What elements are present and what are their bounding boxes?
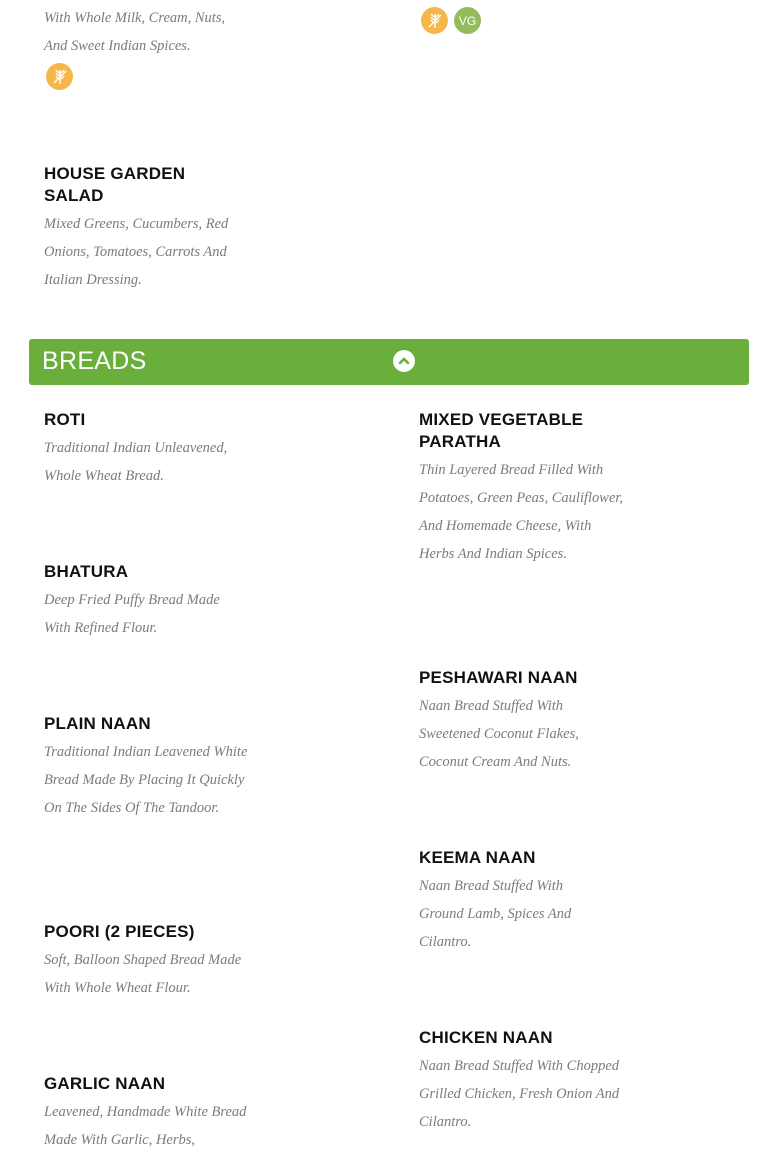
item-title: BHATURA (44, 562, 129, 581)
dietary-badges (46, 63, 73, 90)
menu-item (44, 713, 254, 822)
item-description: Traditional Indian Unleavened, Whole Wheat Bread. (44, 440, 228, 484)
dietary-badges (421, 7, 481, 34)
item-title: PLAIN NAAN (44, 714, 151, 733)
desc-line: With Whole Milk, Cream, Nuts, (44, 10, 226, 26)
section-header-breads[interactable] (29, 339, 749, 385)
item-description: Soft, Balloon Shaped Bread Made With Whole Wheat Flour. (44, 952, 242, 996)
menu-item (419, 1027, 624, 1136)
item-title: PESHAWARI NAAN (419, 668, 578, 687)
menu-item (419, 847, 599, 956)
item-title: KEEMA NAAN (419, 848, 536, 867)
item-description: Naan Bread Stuffed With Ground Lamb, Spices And Cilantro. (419, 878, 572, 950)
item-description: Deep Fried Puffy Bread Made With Refined Flour. (44, 592, 220, 636)
section-title: BREADS (42, 347, 147, 375)
item-title: CHICKEN NAAN (419, 1028, 553, 1047)
menu-item (44, 921, 254, 1002)
menu-item (44, 1073, 254, 1154)
menu-item (419, 667, 609, 776)
wheat-icon (421, 7, 448, 34)
item-title: GARLIC NAAN (44, 1074, 166, 1093)
menu-item (44, 163, 244, 294)
wheat-icon (46, 63, 73, 90)
menu-item (44, 561, 249, 642)
desc-line: And Sweet Indian Spices. (44, 38, 191, 54)
item-description: Mixed Greens, Cucumbers, Red Onions, Tomatoes, Carrots And Italian Dressing. (44, 216, 229, 288)
item-description: Naan Bread Stuffed With Sweetened Coconut Flakes, Coconut Cream And Nuts. (419, 698, 579, 770)
vegan-badge: VG (454, 7, 481, 34)
item-description: Leavened, Handmade White Bread Made With Garlic, Herbs, (44, 1104, 247, 1148)
item-description (44, 4, 254, 60)
chevron-up-icon[interactable] (393, 350, 415, 372)
menu-item (419, 409, 624, 568)
menu-item-partial-top-left (44, 4, 254, 60)
menu-item (44, 409, 249, 490)
item-title: ROTI (44, 410, 86, 429)
item-description: Traditional Indian Leavened White Bread Made By Placing It Quickly On The Sides Of The Tandoor. (44, 744, 248, 816)
item-title: MIXED VEGETABLE PARATHA (419, 410, 584, 451)
item-title: HOUSE GARDEN SALAD (44, 164, 186, 205)
item-description: Naan Bread Stuffed With Chopped Grilled Chicken, Fresh Onion And Cilantro. (419, 1058, 620, 1130)
item-description: Thin Layered Bread Filled With Potatoes, Green Peas, Cauliflower, And Homemade Cheese, With Herbs And Indian Spices. (419, 462, 624, 562)
item-title: POORI (2 PIECES) (44, 922, 195, 941)
